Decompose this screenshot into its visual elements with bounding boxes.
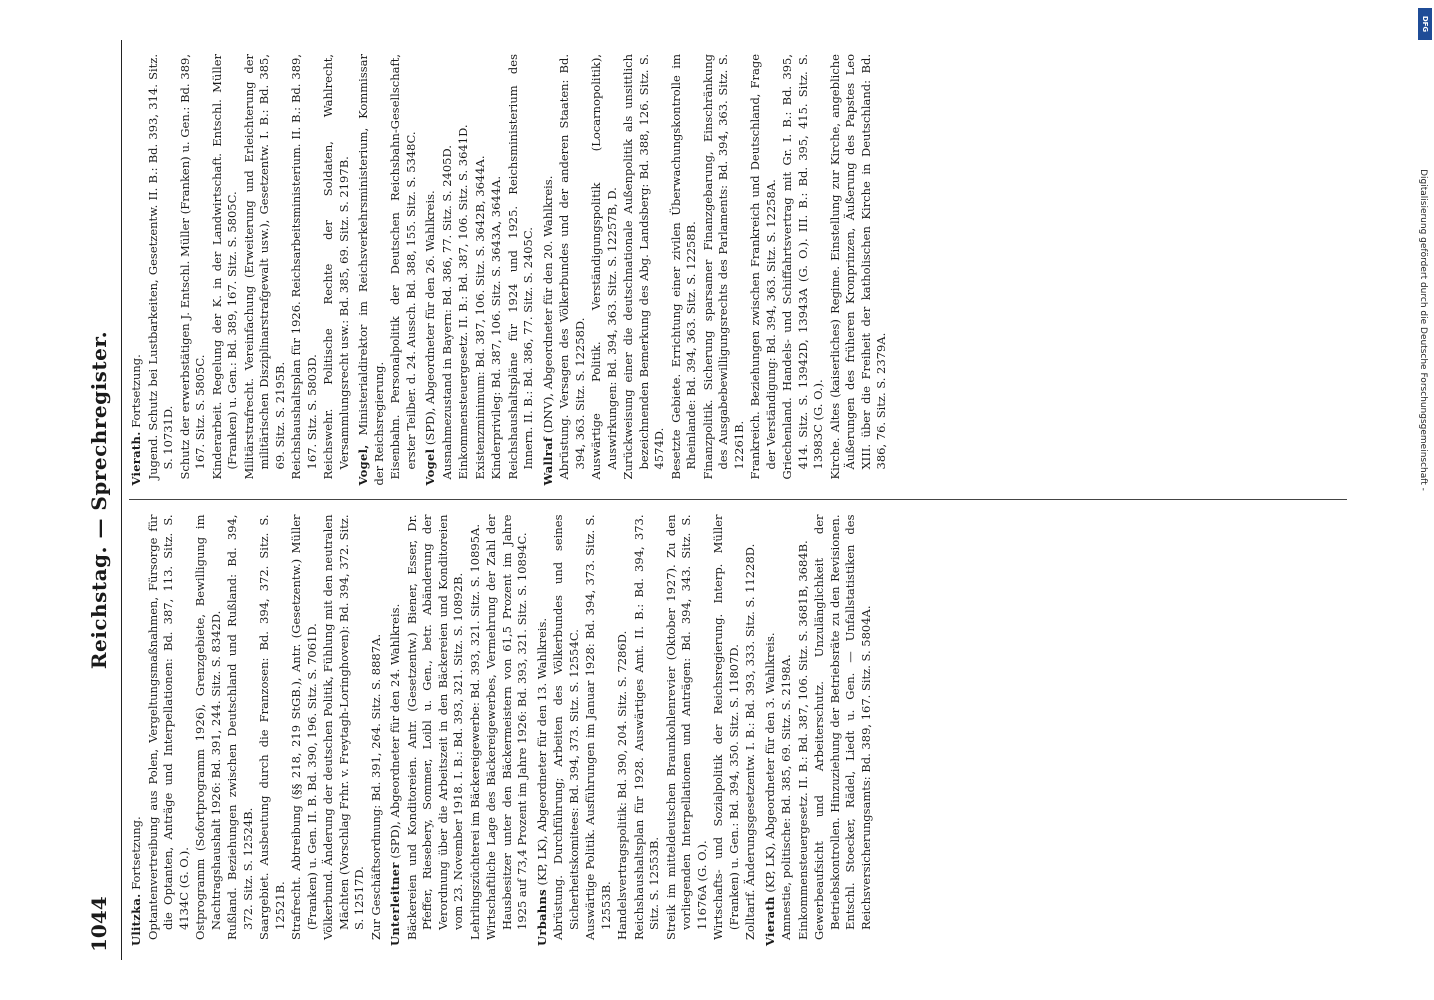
subject-line: Optantenvertreibung aus Polen, Vergeltungsmaßnahmen, Fürsorge für die Optanten, Anträge und Interpellationen: Bd. 387, 113. Sitz. S. 4134C (G. O.).	[145, 514, 191, 940]
speaker-description: Fortsetzung.	[129, 816, 143, 890]
subject-line: Reichshaushaltsplan für 1928. Auswärtiges Amt. II. B.: Bd. 394, 373. Sitz. S. 12553B.	[631, 514, 661, 940]
subject-line: Ostprogramm (Sofortprogramm 1926), Grenzgebiete, Bewilligung im Nachtragshaushalt 1926: Bd. 391, 244. Sitz. S. 8342D.	[193, 514, 223, 940]
speaker-description: Ministerialdirektor im Reichsverkehrsministerium, Kommissar der Reichsregierung.	[356, 54, 386, 486]
speaker-name: Vogel,	[356, 444, 370, 486]
subject-line: Zur Geschäftsordnung: Bd. 391, 264. Sitz. S. 8887A.	[368, 633, 383, 940]
subject-line: Streik im mitteldeutschen Braunkohlenrevier (Oktober 1927). Zu den vorliegenden Interpellationen und Anträgen: Bd. 394, 343. Sitz. S. 11676A (G. O.).	[663, 514, 709, 940]
speaker-description: (SPD), Abgeordneter für den 26. Wahlkreis.	[423, 190, 437, 446]
subject-line: Handelsvertragspolitik: Bd. 390, 204. Sitz. S. 7286D.	[615, 630, 629, 940]
subject-line: Wirtschafts- und Sozialpolitik der Reichsregierung. Interp. Müller (Franken) u. Gen.: Bd. 394, 350. Sitz. S. 11807D.	[711, 514, 741, 940]
register-entry	[541, 54, 890, 486]
entry-heading	[356, 54, 387, 486]
register-entry	[388, 515, 531, 947]
header-rule	[121, 40, 122, 960]
entry-heading	[129, 515, 145, 947]
running-head: Reichstag. — Sprechregister.	[87, 330, 111, 670]
speaker-name: Vogel	[423, 448, 437, 486]
subject-line: Wirtschaftliche Lage des Bäckereigewerbes, Vermehrung der Zahl der Hausbesitzer unter den Bäckermeistern von 61,5 Prozent im Jahre 1925 auf 73,4 Prozent im Jahre 1926: Bd. 393, 321. Sitz. S. 10894C.	[484, 514, 529, 940]
subject-line: Völkerbund. Änderung der deutschen Politik, Fühlung mit den neutralen Mächten (Vorschlag Frhr. v. Freytagh-Loringhoven): Bd. 394, 372. Sitz. S. 12517D.	[321, 514, 366, 940]
register-entry	[535, 515, 759, 947]
speaker-name: Wallraf	[540, 436, 555, 486]
register-entry	[129, 54, 352, 486]
subject-line: Saargebiet. Ausbeutung durch die Franzosen: Bd. 394, 372. Sitz. S. 12521B.	[257, 514, 287, 940]
subject-line: Kinderarbeit. Regelung der K. in der Landwirtschaft. Entschl. Müller (Franken) u. Gen.: Bd. 389, 167. Sitz. S. 5805C.	[209, 54, 239, 480]
entry-heading	[388, 515, 404, 947]
dfg-logo-text: DFG	[1421, 15, 1429, 33]
subject-line: Finanzpolitik. Sicherung sparsamer Finanzgebarung, Einschränkung des Ausgabebewilligungsrechts des Parlaments: Bd. 394, 363. Sitz. S. 12261B.	[700, 54, 746, 480]
speaker-name: Urbahns	[534, 889, 549, 946]
subject-line: Rußland. Beziehungen zwischen Deutschland und Rußland: Bd. 394, 372. Sitz. S. 12524B.	[225, 514, 255, 940]
subject-line: Lehrlingszüchterei im Bäckereigewerbe: Bd. 393, 321. Sitz. S. 10895A.	[467, 523, 482, 940]
left-column	[129, 501, 1347, 961]
subject-line: Abrüstung. Versagen des Völkerbundes und der anderen Staaten: Bd. 394, 363. Sitz. S. 12258D.	[557, 54, 587, 480]
subject-line: Amnestie, politische: Bd. 385, 69. Sitz. S. 2198A.	[779, 654, 793, 940]
entry-heading	[423, 54, 439, 486]
right-column	[129, 40, 1347, 500]
subject-line: Jugend. Schutz bei Lustbarkeiten, Gesetzentw. II. B.: Bd. 393, 314. Sitz. S. 10731D.	[145, 54, 175, 480]
subject-line: Auswärtige Politik. Ausführungen im Januar 1928: Bd. 394, 373. Sitz. S. 12553B.	[583, 514, 613, 940]
speaker-description: (SPD), Abgeordneter für den 24. Wahlkreis.	[388, 603, 402, 859]
page-header	[77, 20, 123, 980]
subject-line: Kinderprivileg: Bd. 387, 106. Sitz. S. 3643A, 3644A.	[489, 175, 503, 480]
speaker-description: (DNV), Abgeordneter für den 20. Wahlkreis.	[540, 175, 555, 434]
speaker-description: (KP, LK), Abgeordneter für den 13. Wahlkreis.	[534, 617, 549, 886]
document-page	[77, 20, 1357, 980]
speaker-name: Vierath.	[129, 431, 143, 486]
subject-line: Gewerbeaufsicht und Arbeiterschutz. Unzulänglichkeit der Betriebskontrollen. Hinzuziehung der Betriebsräte zu den Revisionen. Entschl. Stoecker, Rädel, Liedt u. Gen. — Unfallstatistiken des Reichsversicherungsamts: Bd. 389, 167. Sitz. S. 5804A.	[812, 514, 873, 940]
subject-line: Reichshaushaltsplan für 1926. Reichsarbeitsministerium. II. B.: Bd. 389, 167. Sitz. S. 5803D.	[289, 54, 319, 480]
dfg-logo-icon	[1418, 8, 1432, 40]
subject-line: Eisenbahn. Personalpolitik der Deutschen Reichsbahn-Gesellschaft, erster Teilber. d. 24. Aussch. Bd. 388, 155. Sitz. S. 5348C.	[388, 54, 418, 480]
subject-line: Reichshaushaltspläne für 1924 und 1925. Reichsministerium des Innern. II. B.: Bd. 386, 77. Sitz. S. 2405C.	[505, 54, 535, 480]
subject-line: Existenzminimum: Bd. 387, 106. Sitz. S. 3642B, 3644A.	[472, 155, 487, 480]
register-entry	[356, 54, 419, 486]
digitization-note	[1414, 10, 1432, 650]
subject-line: Strafrecht. Abtreibung (§§ 218, 219 StGB.), Antr. (Gesetzentw.) Müller (Franken) u. Gen. II. B. Bd. 390, 196. Sitz. S. 7061D.	[289, 514, 319, 940]
speaker-name: Ulitzka.	[129, 893, 143, 946]
digitization-note-text: Digitalisierung gefördert durch die Deutsche Forschungsgemeinschaft -	[1418, 169, 1428, 491]
page-number: 1044	[87, 896, 111, 952]
subject-line: Abrüstung. Durchführung; Arbeiten des Völkerbundes und seines Sicherheitskomitees: Bd. 394, 373. Sitz. S. 12554C.	[551, 514, 581, 940]
subject-line: Militärstrafrecht. Vereinfachung (Erweiterung und Erleichterung der militärischen Disziplinarstrafgewalt usw.), Gesetzentw. I. B.: Bd. 385, 69. Sitz. S. 2195B.	[241, 54, 287, 480]
entry-heading	[535, 515, 551, 947]
column-divider	[129, 500, 1347, 501]
subject-line: Kirche. Altes (kaiserliches) Regime. Einstellung zur Kirche, angebliche Äußerungen des früheren Kronprinzen, Äußerung des Papstes Leo XIII. über die Freiheit der katholischen Kirche in Deutschland: Bd. 386, 76. Sitz. S. 2379A.	[827, 54, 888, 480]
subject-line: Bäckereien und Konditoreien. Antr. (Gesetzentw.) Biener, Esser, Dr. Pfeffer, Riesebery, Sommer, Loibl u. Gen., betr. Abänderung der Verordnung über die Arbeitszeit in den Bäckereien und Konditoreien vom 23. November 1918. I. B.: Bd. 393, 321. Sitz. S. 10892B.	[404, 514, 465, 940]
subject-line: Einkommensteuergesetz. II. B.: Bd. 387, 106. Sitz. S. 3681B, 3684B.	[795, 540, 810, 940]
subject-line: Zolltarif. Änderungsgesetzentw. I. B.: Bd. 393, 333. Sitz. S. 11228D.	[743, 543, 757, 940]
subject-line: Auswärtige Politik. Verständigungspolitik (Locarnopolitik), Auswirkungen: Bd. 394, 363. Sitz. S. 12257B, D.	[589, 54, 619, 480]
subject-line: Einkommensteuergesetz. II. B.: Bd. 387, 106. Sitz. S. 3641D.	[456, 124, 470, 480]
subject-line: Ausnahmezustand in Bayern: Bd. 386, 77. Sitz. S. 2405D.	[439, 145, 454, 480]
entry-heading	[129, 54, 145, 486]
subject-line: Reichswehr. Politische Rechte der Soldaten, Wahlrecht, Versammlungsrecht usw.: Bd. 385, 69. Sitz. S. 2197B.	[321, 54, 351, 480]
register-entry	[423, 54, 537, 486]
register-entry	[129, 515, 384, 947]
subject-line: Frankreich. Beziehungen zwischen Frankreich und Deutschland, Frage der Verständigung: Bd. 394, 363. Sitz. S. 12258A.	[748, 54, 778, 480]
subject-line: Schutz der erwerbstätigen J. Entschl. Müller (Franken) u. Gen.: Bd. 389, 167. Sitz. S. 5805C.	[177, 54, 207, 480]
entry-heading	[763, 515, 779, 947]
entry-heading	[541, 54, 557, 486]
subject-line: Griechenland. Handels- und Schiffahrtsvertrag mit Gr. I. B.: Bd. 395, 414. Sitz. S. 13942D, 13943A (G. O.). III. B.: Bd. 395, 415. Sitz. S. 13983C (G. O.).	[780, 54, 825, 480]
speaker-name: Vierath	[762, 896, 777, 946]
register-entry	[763, 515, 875, 947]
speaker-name: Unterleitner	[388, 862, 402, 946]
subject-line: Besetzte Gebiete. Errichtung einer zivilen Überwachungskontrolle im Rheinlande: Bd. 394, 363. Sitz. S. 12258B.	[668, 54, 698, 480]
register-columns	[129, 40, 1347, 960]
speaker-description: Fortsetzung.	[129, 354, 143, 428]
subject-line: Zurückweisung einer die deutschnationale Außenpolitik als unsittlich bezeichnenden Bemerkung des Abg. Landsberg: Bd. 388, 126. Sitz. S. 4574D.	[621, 54, 666, 480]
speaker-description: (KP, LK), Abgeordneter für den 3. Wahlkreis.	[762, 632, 777, 893]
